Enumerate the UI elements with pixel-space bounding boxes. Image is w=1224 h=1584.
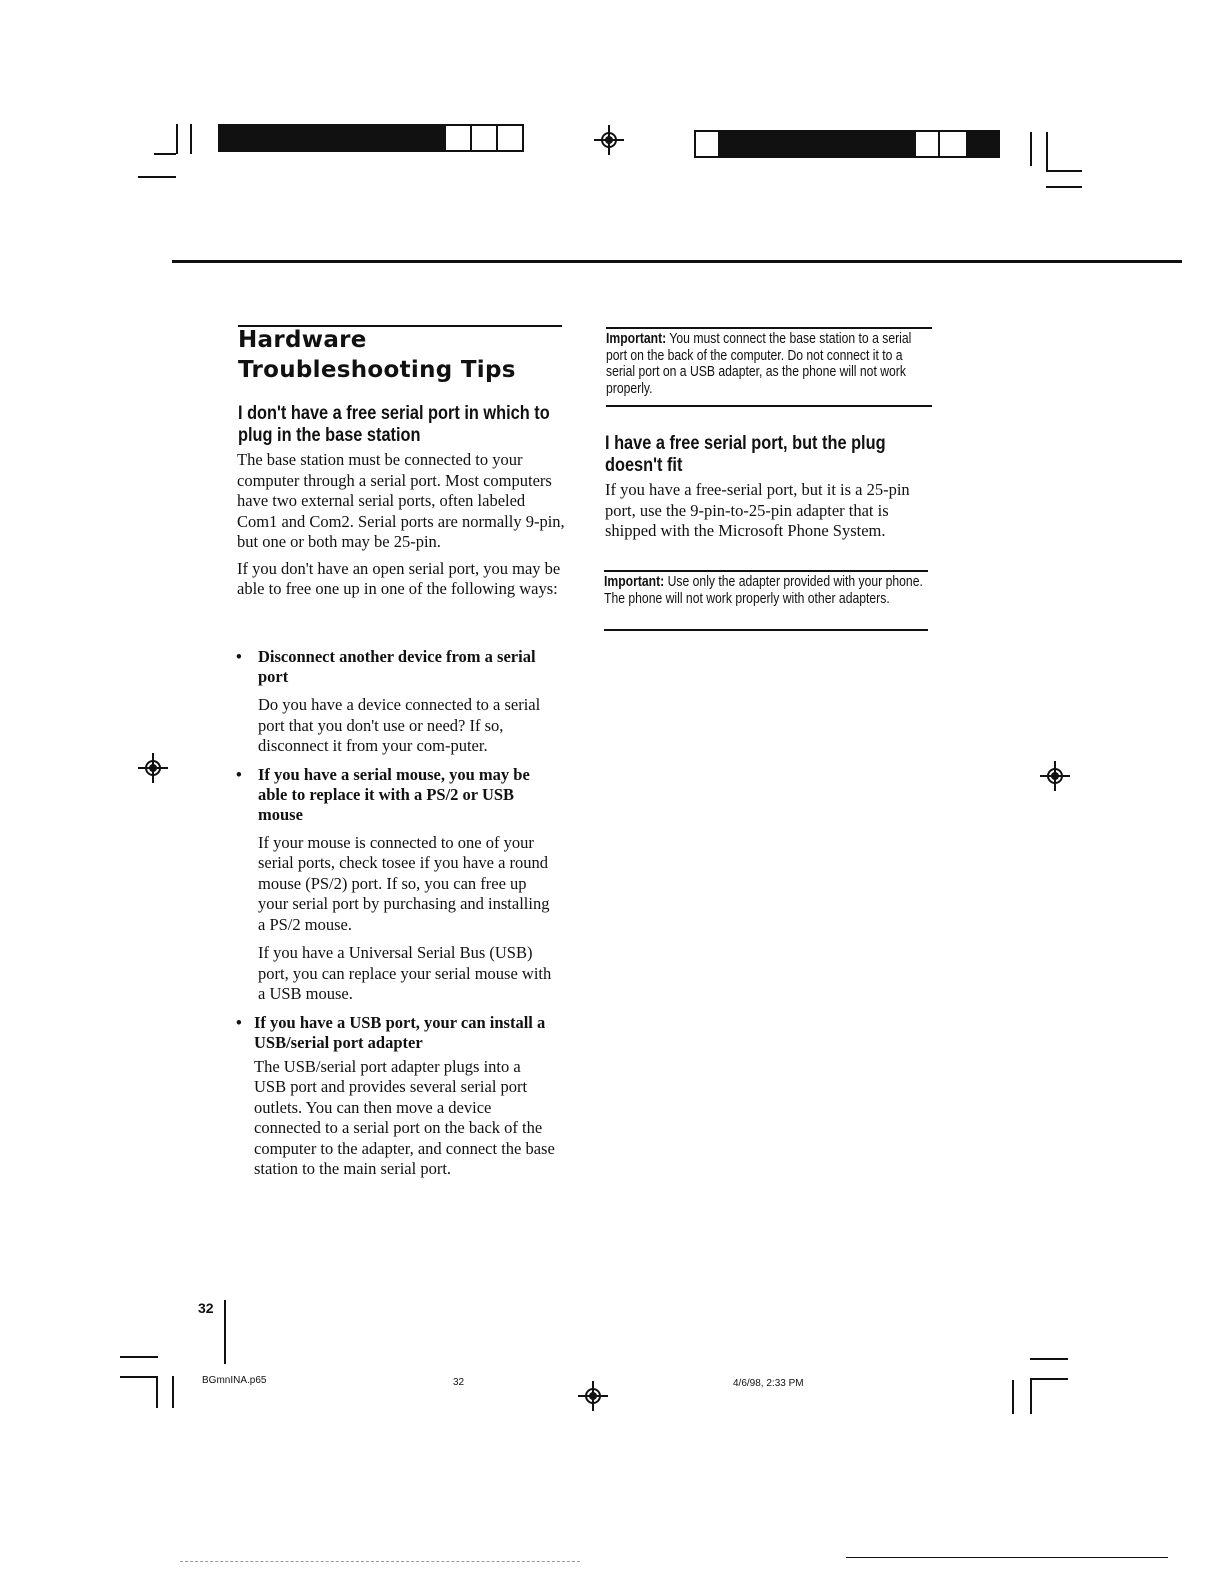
color-bar-swatch [470, 124, 498, 152]
important-note [604, 574, 927, 607]
footer-filename: BGmnINA.p65 [202, 1375, 267, 1386]
scan-edge [846, 1557, 1168, 1558]
bullet-icon: • [236, 764, 242, 784]
note-text: You must connect the base station to a serial port on the back of the computer. Do not connect it to a serial port on a USB adapter, as the phone will not work properly. [606, 331, 912, 397]
header-rule [172, 260, 1182, 263]
crop-mark [1030, 1378, 1068, 1380]
crop-mark [120, 1356, 158, 1358]
crop-mark [138, 176, 176, 178]
paragraph: The base station must be connected to your computer through a serial port. Most computers have two external serial ports, often labeled Com1 and Com2. Serial ports are normally 9-pin, but one or both may be 25-pin. [237, 450, 565, 551]
note-rule-top [604, 570, 928, 572]
registration-mark-icon [1042, 763, 1068, 789]
section-body [237, 450, 567, 606]
scan-edge [180, 1561, 580, 1562]
important-note [606, 331, 929, 397]
color-bar-right-end [968, 130, 1000, 158]
registration-mark-icon [596, 127, 622, 153]
bullet-heading: Disconnect another device from a serial port [258, 647, 536, 686]
bullet-list [236, 647, 556, 1180]
crop-mark [1012, 1380, 1014, 1414]
list-item [236, 1013, 556, 1180]
bullet-icon: • [236, 647, 242, 666]
note-label: Important: [606, 331, 667, 347]
page-number: 32 [198, 1300, 214, 1316]
crop-mark [1046, 170, 1082, 172]
page-number-rule [224, 1300, 226, 1364]
crop-mark [154, 153, 176, 155]
crop-mark [1046, 186, 1082, 188]
note-rule-top [606, 327, 932, 329]
crop-mark [172, 1376, 174, 1408]
note-rule-bottom [604, 629, 928, 631]
paragraph: If you have a Universal Serial Bus (USB) port, you can replace your serial mouse with a USB mouse. [258, 943, 552, 1003]
crop-mark [1030, 1378, 1032, 1414]
paragraph: The USB/serial port adapter plugs into a USB port and provides several serial port outlets. You can then move a device connected to a serial port on the back of the computer to the adapter, and connect the base station to the main serial port. [254, 1056, 555, 1178]
paragraph: If your mouse is connected to one of your serial ports, check tosee if you have a round mouse (PS/2) port. If so, you can free up your serial port by purchasing and installing a PS/2 mouse. [258, 832, 550, 934]
color-bar-swatch [444, 124, 472, 152]
note-text: Use only the adapter provided with your phone. The phone will not work properly with other adapters. [604, 574, 923, 607]
section-title: I have a free serial port, but the plug doesn't fit [605, 433, 886, 476]
page-title: Hardware Troubleshooting Tips [238, 327, 516, 383]
color-bar-left [218, 124, 446, 152]
color-bar-swatch [694, 130, 720, 158]
color-bar-swatch [938, 130, 968, 158]
bullet-icon: • [236, 1012, 242, 1032]
crop-mark [190, 124, 192, 154]
footer-timestamp: 4/6/98, 2:33 PM [733, 1378, 804, 1389]
crop-mark [176, 124, 178, 154]
paragraph: Do you have a device connected to a serial port that you don't use or need? If so, disconnect it from your com-puter. [258, 695, 541, 755]
registration-mark-icon [580, 1383, 606, 1409]
section-body: If you have a free-serial port, but it is a 25-pin port, use the 9-pin-to-25-pin adapter that is shipped with the Microsoft Phone System. [605, 480, 910, 540]
crop-mark [120, 1376, 158, 1378]
paragraph: If you don't have an open serial port, you may be able to free one up in one of the following ways: [237, 558, 561, 598]
footer-page-number: 32 [453, 1377, 465, 1388]
color-bar-right [720, 130, 916, 158]
crop-mark [156, 1376, 158, 1408]
bullet-heading: If you have a USB port, your can install a USB/serial port adapter [254, 1012, 546, 1052]
color-bar-swatch [914, 130, 940, 158]
color-bar-swatch [496, 124, 524, 152]
section-title: I don't have a free serial port in which to plug in the base station [238, 403, 550, 446]
list-item [236, 647, 556, 757]
crop-mark [1046, 132, 1048, 170]
note-label: Important: [604, 574, 665, 590]
registration-mark-icon [140, 755, 166, 781]
note-rule-bottom [606, 405, 932, 407]
list-item [236, 765, 556, 1005]
bullet-heading: If you have a serial mouse, you may be able to replace it with a PS/2 or USB mouse [258, 764, 530, 824]
crop-mark [1030, 1358, 1068, 1360]
crop-mark [1030, 132, 1032, 166]
